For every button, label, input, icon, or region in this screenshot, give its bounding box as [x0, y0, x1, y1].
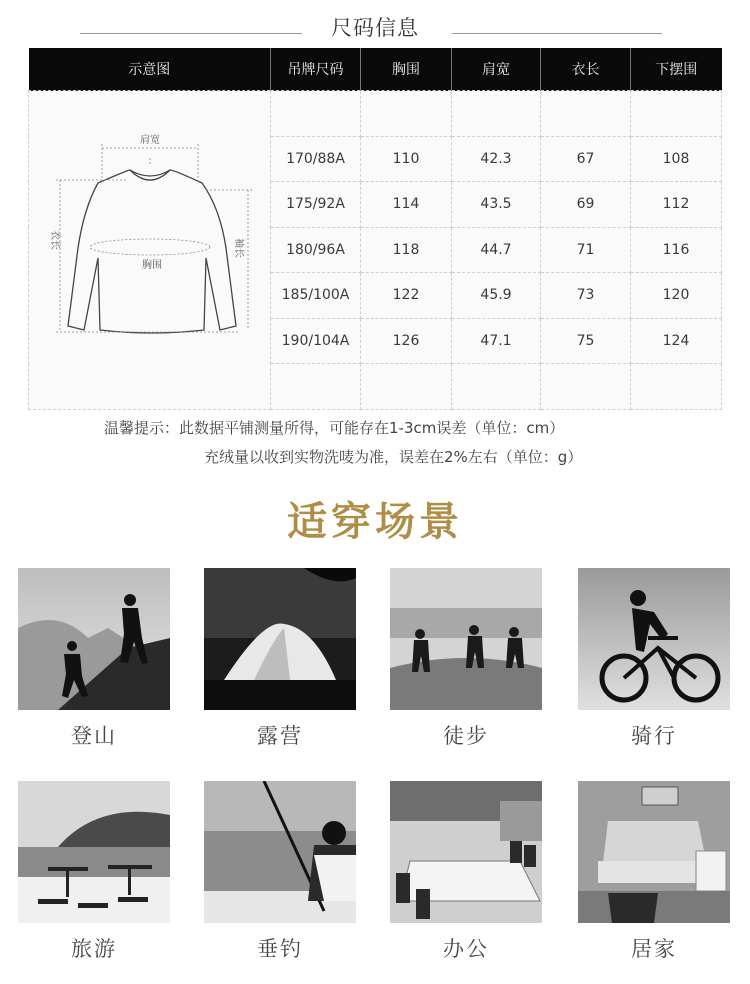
- scene-tile-climbing: [18, 568, 170, 750]
- cell-chest: 122: [361, 273, 452, 319]
- scene-label: 登山: [71, 724, 117, 748]
- cell-hem: 116: [631, 227, 722, 273]
- scene-label: 徒步: [443, 724, 489, 748]
- cycling-photo-icon: [578, 568, 730, 710]
- cell-tag-size: 190/104A: [271, 318, 361, 364]
- scene-tile-hiking: [390, 568, 542, 750]
- scene-label: 居家: [631, 937, 677, 961]
- scene-label: 骑行: [631, 724, 677, 748]
- cell-hem: 124: [631, 318, 722, 364]
- fishing-photo-icon: [204, 781, 356, 923]
- cell-chest: 110: [361, 136, 452, 182]
- cell-hem: 120: [631, 273, 722, 319]
- scene-label: 露营: [257, 724, 303, 748]
- cell-tag-size: 185/100A: [271, 273, 361, 319]
- cell-shoulder: 43.5: [452, 182, 541, 228]
- page-title: 尺码信息: [331, 16, 419, 40]
- col-header-tag-size: 吊牌尺码: [271, 48, 361, 91]
- scenes-title: 适穿场景: [287, 499, 463, 545]
- cell-hem: 112: [631, 182, 722, 228]
- cell-length: 75: [541, 318, 631, 364]
- scene-label: 旅游: [71, 937, 117, 961]
- col-header-chest: 胸围: [361, 48, 452, 91]
- cell-hem: 108: [631, 136, 722, 182]
- cell-length: 67: [541, 136, 631, 182]
- scene-label: 办公: [443, 937, 489, 961]
- cell-chest: 118: [361, 227, 452, 273]
- beach-travel-photo-icon: [18, 781, 170, 923]
- scene-tile-home: [578, 781, 730, 963]
- col-header-diagram: 示意图: [29, 48, 271, 91]
- scene-tile-camping: [204, 568, 356, 750]
- scene-tile-cycling: [578, 568, 730, 750]
- cell-tag-size: 175/92A: [271, 182, 361, 228]
- hiking-photo-icon: [390, 568, 542, 710]
- cell-shoulder: 44.7: [452, 227, 541, 273]
- office-photo-icon: [390, 781, 542, 923]
- cell-length: 71: [541, 227, 631, 273]
- col-header-shoulder: 肩宽: [452, 48, 541, 91]
- cell-tag-size: 170/88A: [271, 136, 361, 182]
- tip-line-measurement: 温馨提示：此数据平铺测量所得，可能存在1-3cm误差（单位：cm）: [104, 419, 565, 437]
- cell-shoulder: 42.3: [452, 136, 541, 182]
- cell-length: 73: [541, 273, 631, 319]
- cell-tag-size: 180/96A: [271, 227, 361, 273]
- scene-tile-office: [390, 781, 542, 963]
- cell-shoulder: 47.1: [452, 318, 541, 364]
- cell-chest: 114: [361, 182, 452, 228]
- diagram-label-sleeve: 袖长: [232, 237, 244, 258]
- living-room-photo-icon: [578, 781, 730, 923]
- cell-length: 69: [541, 182, 631, 228]
- tip-line-fill: 充绒量以收到实物洗唛为准，误差在2%左右（单位：g）: [204, 448, 583, 466]
- mountain-climbing-photo-icon: [18, 568, 170, 710]
- cell-shoulder: 45.9: [452, 273, 541, 319]
- scene-tile-fishing: [204, 781, 356, 963]
- camping-tent-photo-icon: [204, 568, 356, 710]
- scene-tile-travel: [18, 781, 170, 963]
- diagram-label-shoulder: 肩宽: [139, 134, 160, 146]
- diagram-label-length: 衣长: [48, 229, 60, 250]
- cell-chest: 126: [361, 318, 452, 364]
- col-header-hem: 下摆围: [631, 48, 722, 91]
- diagram-label-chest: 胸围: [141, 259, 162, 271]
- col-header-length: 衣长: [541, 48, 631, 91]
- scene-label: 垂钓: [257, 937, 303, 961]
